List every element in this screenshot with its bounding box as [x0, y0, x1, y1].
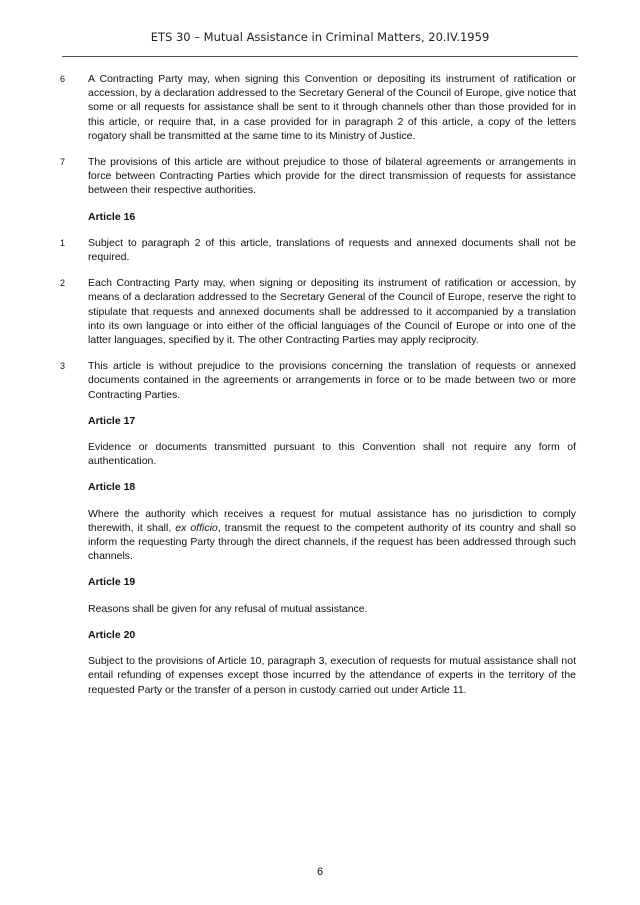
header-divider	[62, 56, 578, 57]
article-17-text: Evidence or documents transmitted pursuant to this Convention shall not require any form of authentication.	[88, 441, 576, 468]
paragraph-number: 3	[60, 361, 66, 372]
paragraph-number: 2	[60, 278, 66, 289]
article-18-heading: Article 18	[88, 481, 136, 494]
article-18-text-part: Where the authority which receives a request for mutual assistance has no jurisdiction to comply therewith, it shall,	[88, 507, 576, 534]
paragraph-text: A Contracting Party may, when signing this Convention or depositing its instrument of ratification or accession, by a declaration addressed to the Secretary General of the Council of Europe, give notice that some or all requests for assistance shall be sent to it through channels other than those provided for in this article, or require that, in a case provided for in paragraph 2 of this article, a copy of the letters rogatory shall be transmitted at the same time to its Ministry of Justice.	[88, 73, 576, 142]
page-header: ETS 30 – Mutual Assistance in Criminal Matters, 20.IV.1959	[150, 30, 490, 44]
paragraph-number: 6	[60, 74, 66, 84]
paragraph-number: 7	[60, 157, 66, 168]
article-20-heading: Article 20	[88, 628, 136, 641]
paragraph-text: Each Contracting Party may, when signing or depositing its instrument of ratification or accession, by means of a declaration addressed to the Secretary General of the Council of Europe, reserve the right to stipulate that requests and annexed documents shall be addressed to it accompanied by a translation into its own language or into either of the official languages of the Council of Europe or into one of the latter languages, specified by it. The other Contracting Parties may apply reciprocity.	[88, 277, 576, 347]
page-number: 6	[316, 866, 324, 878]
document-body	[60, 72, 576, 709]
paragraph-6	[60, 72, 576, 143]
article-18-text-part: , transmit the request to the competent authority of its country and shall so inform the requesting Party through the direct channels, if the request has been addressed through such channels.	[88, 521, 576, 563]
article-20-text: Subject to the provisions of Article 10, paragraph 3, execution of requests for mutual assistance shall not entail refunding of expenses except those incurred by the attendance of experts in the territory of the requested Party or the transfer of a person in custody carried out under Article 11.	[88, 655, 576, 696]
article-19-heading: Article 19	[88, 576, 136, 589]
article-16-paragraph-2	[60, 276, 576, 347]
article-16-paragraph-3	[60, 359, 576, 402]
article-16-heading: Article 16	[88, 210, 136, 223]
paragraph-7	[60, 155, 576, 198]
paragraph-text: The provisions of this article are without prejudice to those of bilateral agreements or arrangements in force between Contracting Parties which provide for the direct transmission of requests for assistance between their respective authorities.	[88, 156, 576, 197]
article-17-heading: Article 17	[88, 414, 136, 427]
ex-officio-italic: ex officio	[175, 521, 218, 534]
paragraph-text: Subject to paragraph 2 of this article, translations of requests and annexed documents shall not be required.	[88, 236, 576, 264]
paragraph-text: This article is without prejudice to the provisions concerning the translation of requests or annexed documents contained in the agreements or arrangements in force or to be made between two or more Contracting Parties.	[88, 360, 576, 401]
paragraph-number: 1	[60, 237, 66, 248]
article-18-text	[88, 507, 576, 564]
article-19-text: Reasons shall be given for any refusal of mutual assistance.	[88, 602, 368, 615]
article-16-paragraph-1	[60, 236, 576, 264]
